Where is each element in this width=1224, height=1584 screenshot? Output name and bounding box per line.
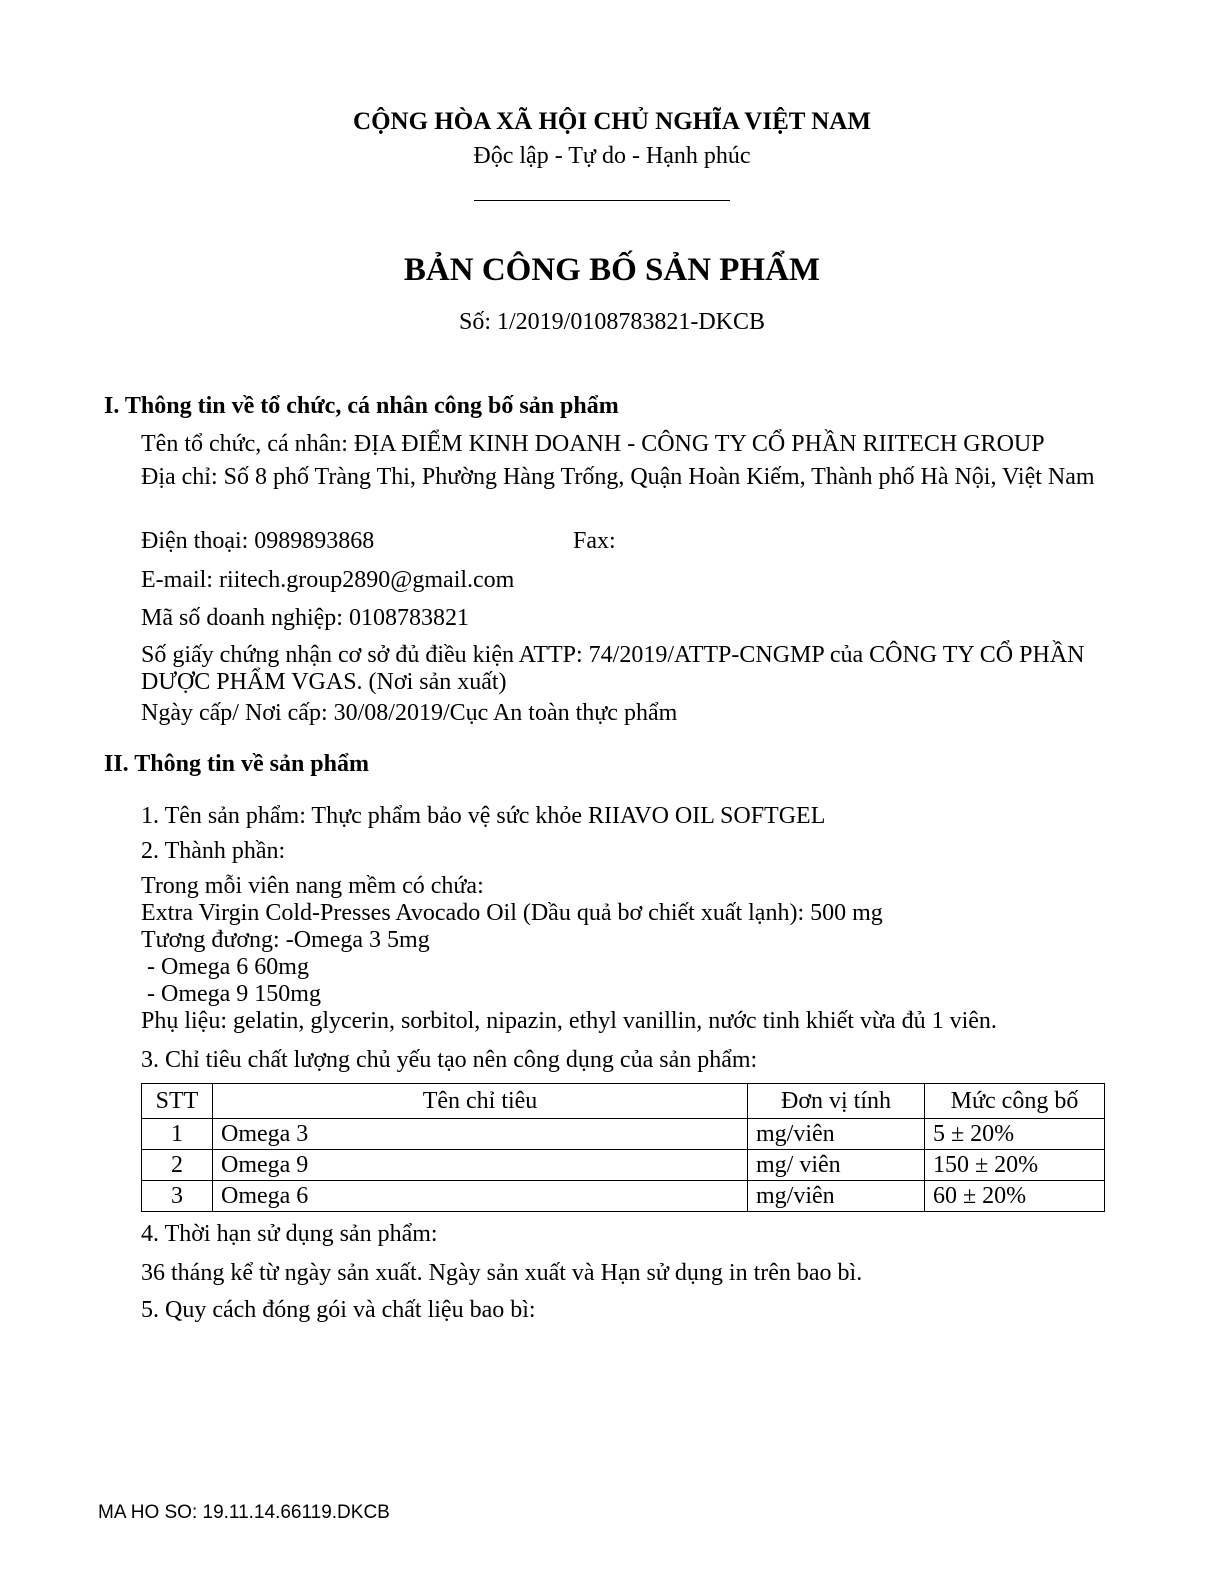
cell-level: 5 ± 20% xyxy=(925,1119,1105,1150)
cell-stt: 3 xyxy=(142,1181,213,1212)
composition-line: - Omega 9 150mg xyxy=(141,981,321,1007)
cell-unit: mg/ viên xyxy=(748,1150,925,1181)
col-header-indicator: Tên chỉ tiêu xyxy=(213,1084,748,1119)
quality-heading: 3. Chỉ tiêu chất lượng chủ yếu tạo nên công dụng của sản phẩm: xyxy=(141,1047,758,1073)
section1-heading: I. Thông tin về tổ chức, cá nhân công bố sản phẩm xyxy=(104,393,619,419)
header-divider xyxy=(474,200,730,201)
col-header-unit: Đơn vị tính xyxy=(748,1084,925,1119)
org-certificate: Số giấy chứng nhận cơ sở đủ điều kiện ATTP: 74/2019/ATTP-CNGMP của CÔNG TY CỔ PHẦN DƯỢC PHẨM VGAS. (Nơi sản xuất) xyxy=(141,642,1085,695)
packaging-heading: 5. Quy cách đóng gói và chất liệu bao bì: xyxy=(141,1297,536,1323)
table-header-row xyxy=(142,1084,1105,1119)
composition-heading: 2. Thành phần: xyxy=(141,838,286,864)
org-phone: Điện thoại: 0989893868 xyxy=(141,528,375,554)
table-row xyxy=(142,1119,1105,1150)
col-header-stt: STT xyxy=(142,1084,213,1119)
composition-line: Tương đương: -Omega 3 5mg xyxy=(141,927,430,953)
product-name: 1. Tên sản phẩm: Thực phẩm bảo vệ sức khỏe RIIAVO OIL SOFTGEL xyxy=(141,803,826,829)
document-number: Số: 1/2019/0108783821-DKCB xyxy=(458,309,766,335)
shelf-life-heading: 4. Thời hạn sử dụng sản phẩm: xyxy=(141,1221,438,1247)
section2-heading: II. Thông tin về sản phẩm xyxy=(104,751,369,777)
table-row xyxy=(142,1181,1105,1212)
cell-indicator: Omega 9 xyxy=(213,1150,748,1181)
file-code: MA HO SO: 19.11.14.66119.DKCB xyxy=(98,1502,390,1523)
document-title: BẢN CÔNG BỐ SẢN PHẨM xyxy=(403,252,821,288)
org-address: Địa chỉ: Số 8 phố Tràng Thi, Phường Hàng Trống, Quận Hoàn Kiếm, Thành phố Hà Nội, Việt Nam xyxy=(141,464,1095,490)
org-fax: Fax: xyxy=(573,528,616,554)
cell-level: 60 ± 20% xyxy=(925,1181,1105,1212)
cell-indicator: Omega 6 xyxy=(213,1181,748,1212)
cell-indicator: Omega 3 xyxy=(213,1119,748,1150)
cell-unit: mg/viên xyxy=(748,1181,925,1212)
composition-line: Trong mỗi viên nang mềm có chứa: xyxy=(141,873,484,899)
cell-level: 150 ± 20% xyxy=(925,1150,1105,1181)
cell-stt: 2 xyxy=(142,1150,213,1181)
org-email: E-mail: riitech.group2890@gmail.com xyxy=(141,567,515,593)
table-row xyxy=(142,1150,1105,1181)
shelf-life-text: 36 tháng kể từ ngày sản xuất. Ngày sản xuất và Hạn sử dụng in trên bao bì. xyxy=(141,1260,863,1286)
composition-line: Extra Virgin Cold-Presses Avocado Oil (Dầu quả bơ chiết xuất lạnh): 500 mg xyxy=(141,900,883,926)
nation-heading: CỘNG HÒA XÃ HỘI CHỦ NGHĨA VIỆT NAM xyxy=(353,108,871,135)
org-tax-code: Mã số doanh nghiệp: 0108783821 xyxy=(141,605,469,631)
cell-stt: 1 xyxy=(142,1119,213,1150)
quality-table xyxy=(141,1083,1105,1212)
composition-line: - Omega 6 60mg xyxy=(141,954,309,980)
org-issue: Ngày cấp/ Nơi cấp: 30/08/2019/Cục An toàn thực phẩm xyxy=(141,700,678,726)
motto: Độc lập - Tự do - Hạnh phúc xyxy=(473,143,751,169)
cell-unit: mg/viên xyxy=(748,1119,925,1150)
org-name: Tên tổ chức, cá nhân: ĐỊA ĐIỂM KINH DOANH - CÔNG TY CỔ PHẦN RIITECH GROUP xyxy=(141,431,1045,457)
col-header-declared-level: Mức công bố xyxy=(925,1084,1105,1119)
composition-line: Phụ liệu: gelatin, glycerin, sorbitol, nipazin, ethyl vanillin, nước tinh khiết vừa đủ 1 viên. xyxy=(141,1008,997,1034)
